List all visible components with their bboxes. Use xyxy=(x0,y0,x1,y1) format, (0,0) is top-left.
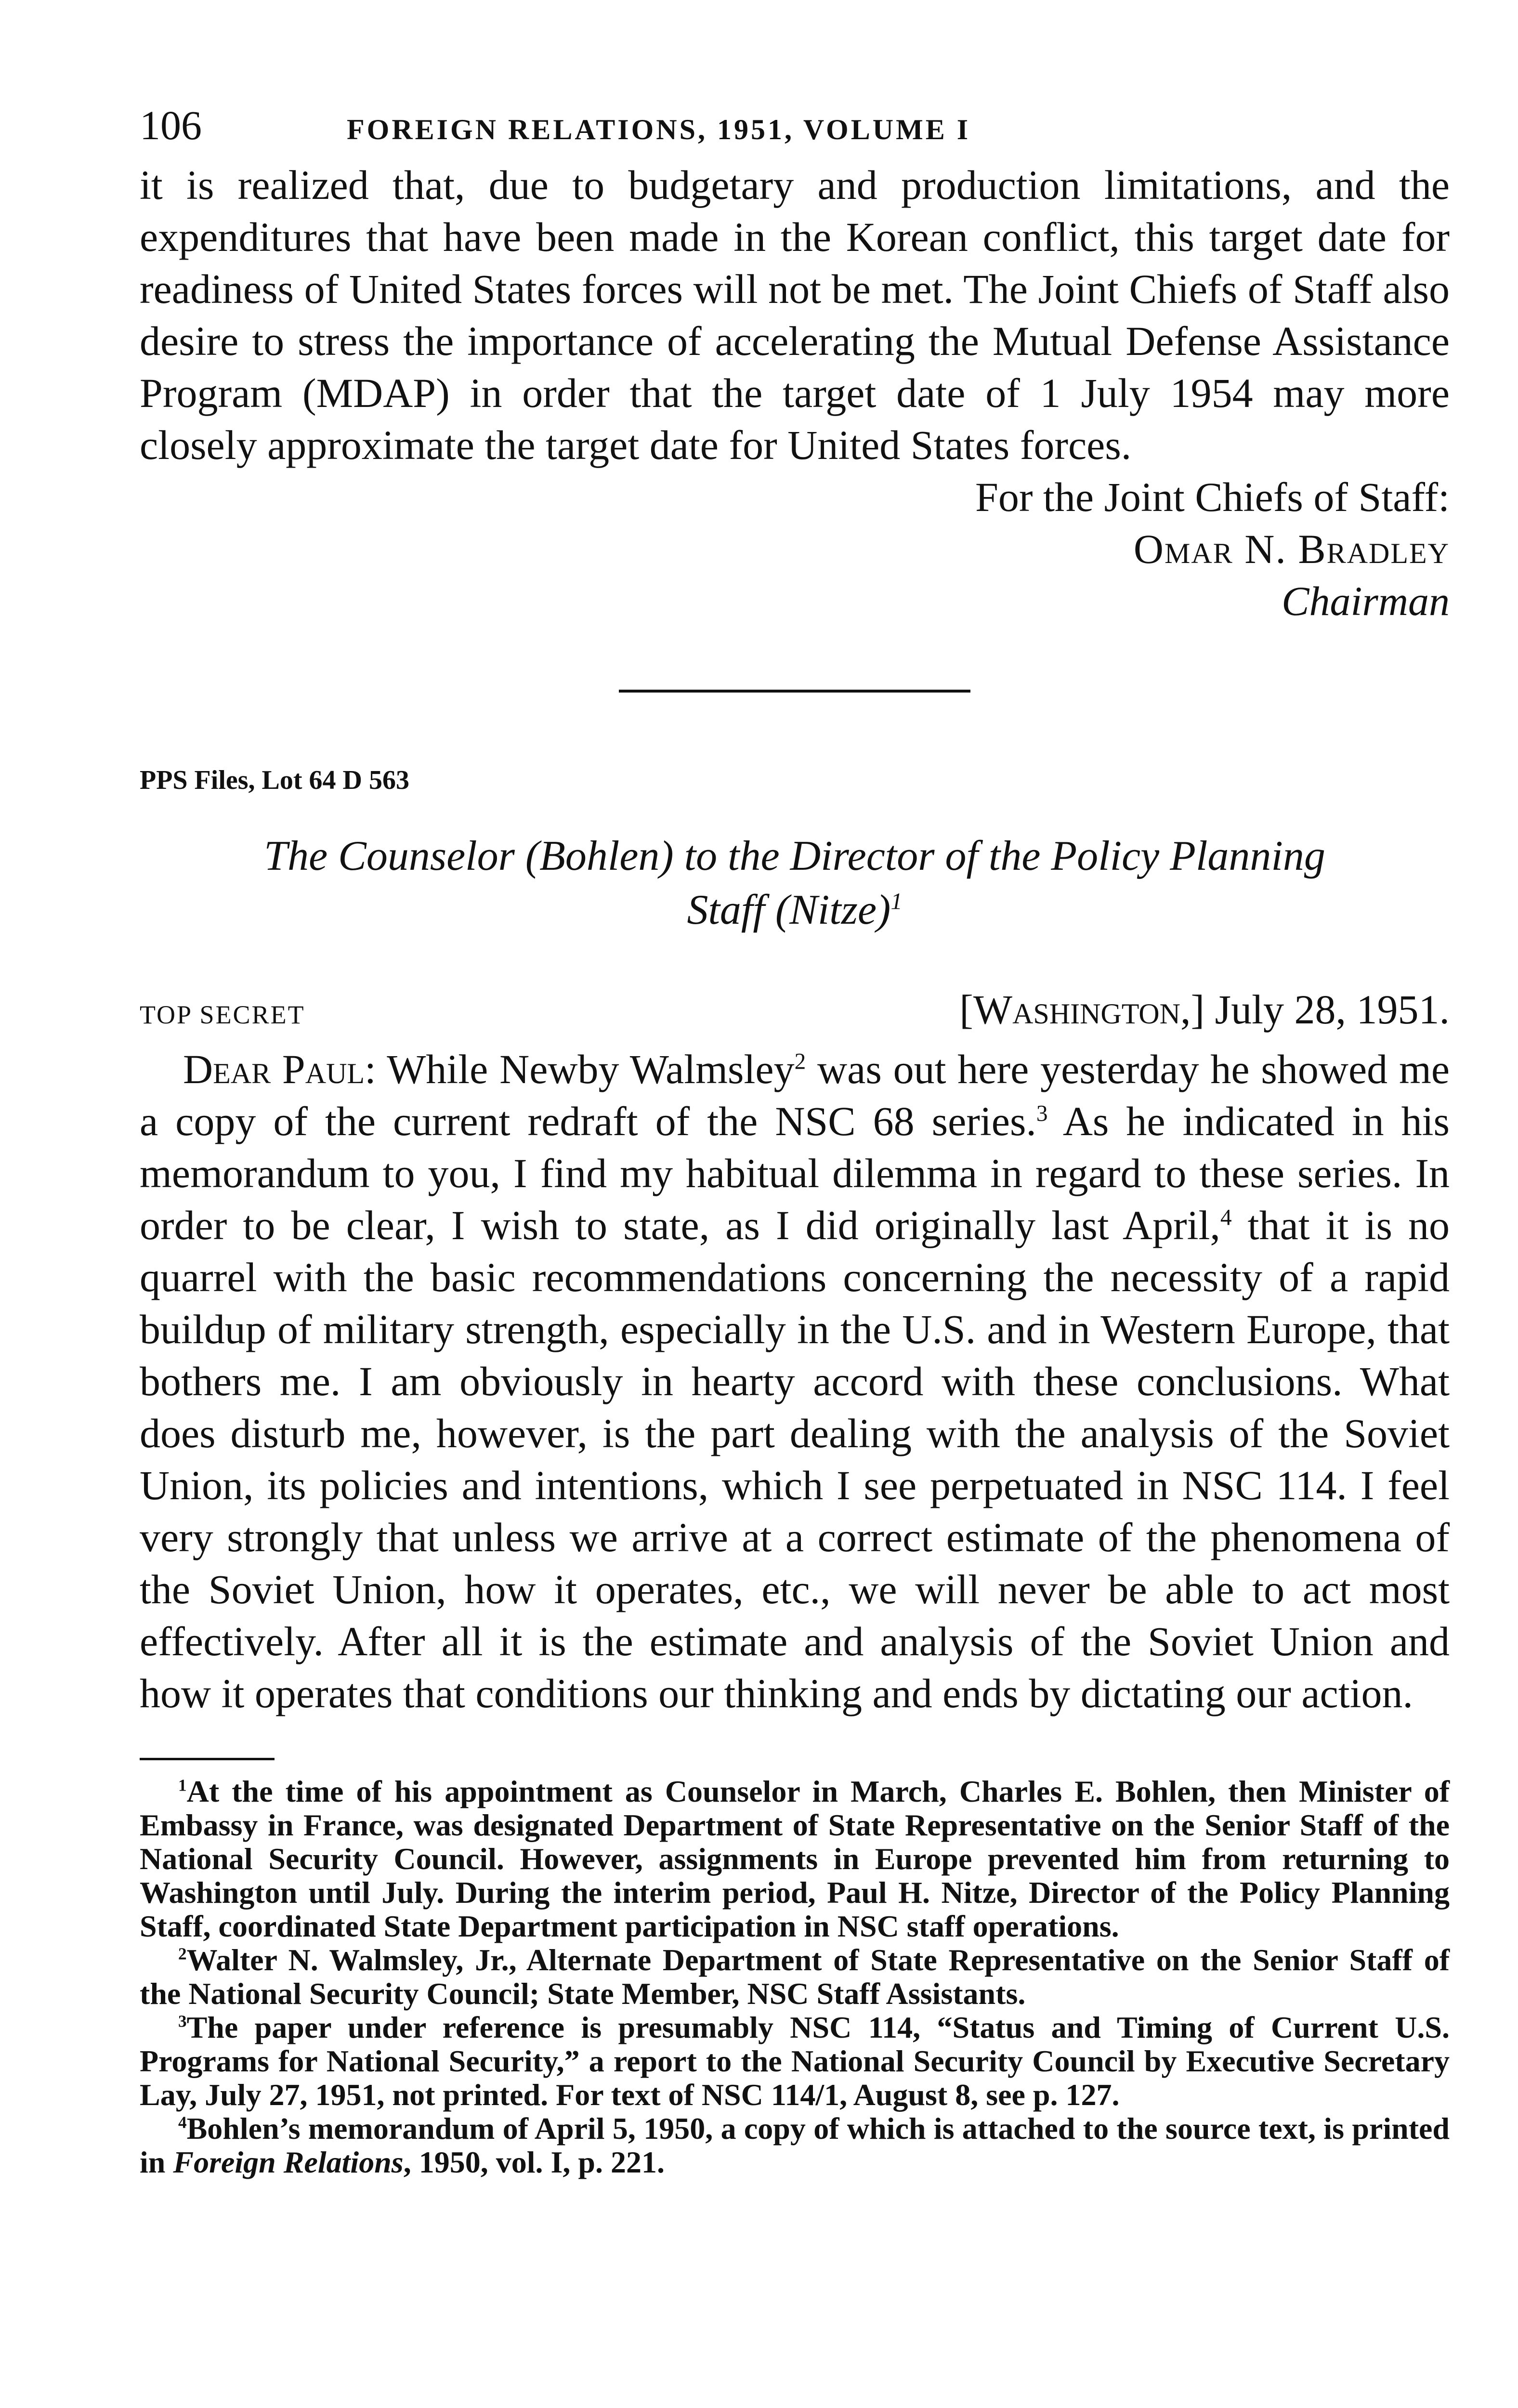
footnote-mark: 1 xyxy=(178,1776,187,1795)
place: [Washington,] xyxy=(959,986,1205,1033)
letter-text-2: was out here yesterday he showed me a copy of the current redraft of the NSC 68 series. xyxy=(140,1046,1450,1144)
footnote-ref-1: 1 xyxy=(890,889,903,915)
footnote-mark: 4 xyxy=(178,2113,187,2132)
footnote-mark: 3 xyxy=(178,2012,187,2031)
letter-body xyxy=(140,1043,1450,1719)
source-note: PPS Files, Lot 64 D 563 xyxy=(140,765,409,795)
signature-line: For the Joint Chiefs of Staff: xyxy=(975,474,1450,520)
signature-title: Chairman xyxy=(1282,578,1450,624)
classification: TOP SECRET xyxy=(140,1000,305,1029)
footnote-italic-title: Foreign Relations xyxy=(173,2145,404,2179)
footnote-ref-4: 4 xyxy=(1220,1205,1232,1230)
running-head: FOREIGN RELATIONS, 1951, VOLUME I xyxy=(347,114,971,145)
letter-text-4: that it is no quarrel with the basic recommendations concerning the necessity of a rapid buildup of military strength, especially in the U.S. and in Western Europe, that bothers me. I am obviously in hearty accord with these conclusions. What does disturb me, however, is the part dealing with the analysis of the Soviet Union, its policies and intentions, which I see perpetuated in NSC 114. I feel very strongly that unless we arrive at a correct estimate of the phenomena of the Soviet Union, how it operates, etc., we will never be able to act most effectively. After all it is the estimate and analysis of the Soviet Union and how it operates that conditions our thinking and ends by dictating our action. xyxy=(140,1202,1450,1716)
footnote-ref-2: 2 xyxy=(794,1049,806,1074)
footnote-text: At the time of his appointment as Counselor in March, Charles E. Bohlen, then Minister of Embassy in France, was designated Department of State Representative on the Senior Staff of the National Security Council. However, assignments in Europe prevented him from returning to Washington until July. During the interim period, Paul H. Nitze, Director of the Policy Planning Staff, coordinated State Department participation in NSC staff operations. xyxy=(140,1774,1450,1943)
letter-text-3: As he indicated in his memorandum to you, I find my habitual dilemma in regard to these series. In order to be clear, I wish to state, as I did originally last April, xyxy=(140,1098,1450,1248)
date-line xyxy=(959,985,1450,1034)
footnote-divider xyxy=(140,1758,275,1760)
salutation: Dear Paul: xyxy=(183,1046,376,1092)
footnote-2 xyxy=(140,1943,1450,2011)
footnote-text: Walter N. Walmsley, Jr., Alternate Department of State Representative on the Senior Staff of the National Security Council; State Member, NSC Staff Assistants. xyxy=(140,1943,1450,2011)
footnote-text: Bohlen’s memorandum of April 5, 1950, a copy of which is attached to the source text, is printed in xyxy=(140,2111,1450,2179)
footnote-text: The paper under reference is presumably NSC 114, “Status and Timing of Current U.S. Programs for National Security,” a report to the National Security Council by Executive Secretary Lay, July 27, 1951, not printed. For text of NSC 114/1, August 8, see p. 127. xyxy=(140,2010,1450,2112)
dateline xyxy=(140,985,1450,1034)
footnote-3 xyxy=(140,2011,1450,2112)
footnote-4 xyxy=(140,2112,1450,2179)
letter-text-1: While Newby Walmsley xyxy=(387,1046,795,1092)
document-title-line-1: The Counselor (Bohlen) to the Director of the Policy Planning xyxy=(264,833,1325,879)
opening-paragraph: it is realized that, due to budgetary and production limitations, and the expenditures that have been made in the Korean conflict, this target date for readiness of United States forces will not be met. The Joint Chiefs of Staff also desire to stress the importance of accelerating the Mutual Defense Assistance Program (MDAP) in order that the target date of 1 July 1954 may more closely approximate the target date for United States forces. xyxy=(140,162,1450,468)
document-title-line-2: Staff (Nitze) xyxy=(687,887,891,933)
footnotes xyxy=(140,1775,1450,2179)
page-header xyxy=(140,101,1450,159)
page-number: 106 xyxy=(140,102,202,148)
footnote-1 xyxy=(140,1775,1450,1943)
date: July 28, 1951. xyxy=(1215,986,1450,1033)
section-divider xyxy=(619,690,970,693)
footnote-mark: 2 xyxy=(178,1944,187,1963)
signature-block xyxy=(140,471,1450,627)
document-title xyxy=(169,829,1421,937)
document-page xyxy=(140,101,1450,2179)
footnote-text-end: , 1950, vol. I, p. 221. xyxy=(403,2145,665,2179)
footnote-ref-3: 3 xyxy=(1036,1101,1048,1126)
signature-name: Omar N. Bradley xyxy=(1133,526,1450,572)
